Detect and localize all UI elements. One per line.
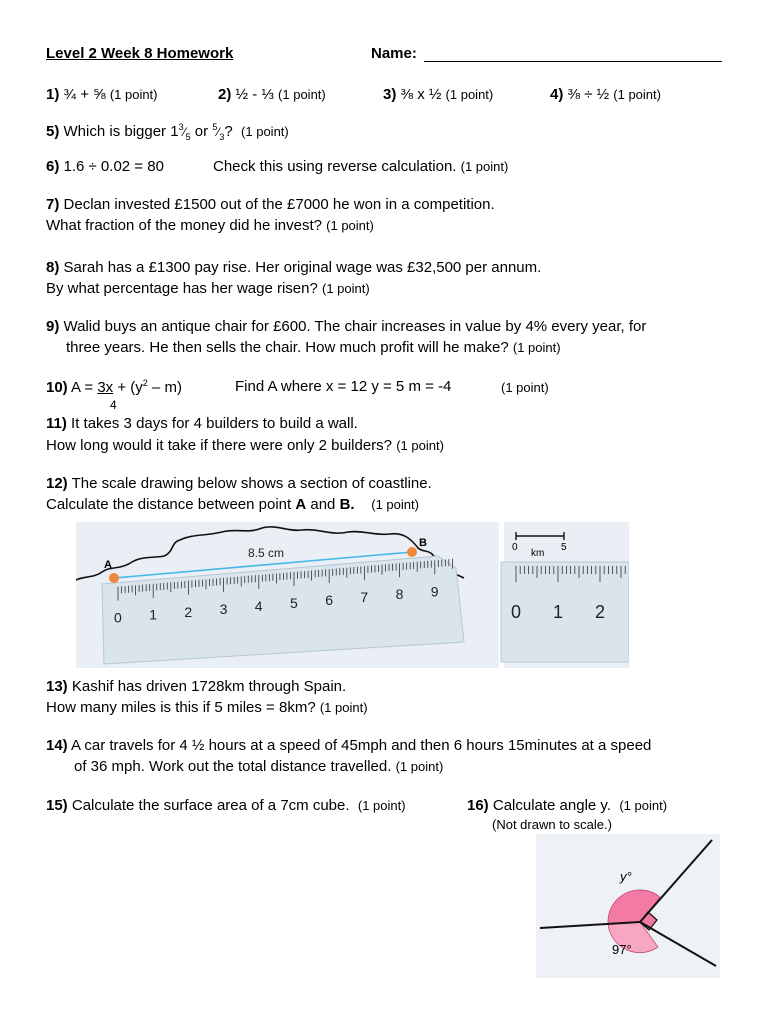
question-6-check <box>213 158 508 175</box>
q9-line-1: Walid buys an antique chair for £600. The chair increases in value by 4% every year, for <box>63 318 647 335</box>
q5-text-c: ? <box>224 123 233 140</box>
question-7 <box>46 196 495 213</box>
q14-line-2: of 36 mph. Work out the total distance travelled. <box>74 758 392 775</box>
ruler-number: 5 <box>290 595 298 611</box>
q15-text: Calculate the surface area of a 7cm cube. <box>71 797 350 814</box>
q5-frac2-denominator: 3 <box>219 132 225 142</box>
q12-and: and <box>306 496 340 513</box>
ruler-number: 0 <box>114 609 122 626</box>
q12-line-2: Calculate the distance between point <box>46 496 296 513</box>
q12-number: 12) <box>46 475 68 492</box>
q8-line-2: By what percentage has her wage risen? <box>46 280 318 297</box>
q5-text-a: Which is bigger 1 <box>63 123 179 140</box>
q9-line-2: three years. He then sells the chair. How much profit will he make? <box>66 339 509 356</box>
q6-number: 6) <box>46 158 60 175</box>
name-label: Name: <box>371 45 417 62</box>
q5-points: (1 point) <box>241 124 289 139</box>
q10-numerator: 3x <box>97 379 114 396</box>
q4-points: (1 point) <box>613 87 661 102</box>
question-8-line-2 <box>46 280 370 297</box>
q10-rest-b: – m) <box>147 379 182 396</box>
measure-label: 8.5 cm <box>248 546 285 560</box>
question-2 <box>218 86 326 103</box>
question-16 <box>467 797 667 814</box>
q10-find: Find A where x = 12 y = 5 m = -4 <box>235 378 452 395</box>
q14-line-1: A car travels for 4 ½ hours at a speed of 45mph and then 6 hours 15minutes at a speed <box>71 737 652 754</box>
q5-number: 5) <box>46 123 60 140</box>
q13-points: (1 point) <box>319 700 368 715</box>
q2-expression: ½ - ⅓ <box>235 86 274 103</box>
q9-number: 9) <box>46 318 60 335</box>
q16-points: (1 point) <box>619 798 668 813</box>
q15-number: 15) <box>46 797 68 814</box>
q4-expression: ⅜ ÷ ½ <box>567 86 610 103</box>
q6-text: 1.6 ÷ 0.02 = 80 <box>63 158 164 175</box>
question-8 <box>46 259 541 276</box>
question-13 <box>46 678 346 695</box>
q11-line-2: How long would it take if there were only 2 builders? <box>46 437 393 454</box>
small-ruler-number: 2 <box>595 602 606 622</box>
q3-points: (1 point) <box>445 87 494 102</box>
q10-denominator: 4 <box>110 398 117 412</box>
ruler-number: 2 <box>184 603 193 620</box>
q9-points: (1 point) <box>512 340 561 355</box>
q8-points: (1 point) <box>322 281 370 296</box>
scale-zero: 0 <box>512 542 518 553</box>
q2-number: 2) <box>218 86 232 103</box>
q11-line-1: It takes 3 days for 4 builders to build a wall. <box>71 415 358 432</box>
q11-number: 11) <box>46 415 67 432</box>
question-5: 5) Which is bigger $1^3⁄_5$ or $^5⁄_3$? (1 point) <box>46 122 289 142</box>
question-13-line-2 <box>46 699 368 716</box>
ruler-number: 4 <box>254 597 263 614</box>
q6-points: (1 point) <box>460 159 509 174</box>
q7-line-2: What fraction of the money did he invest? <box>46 217 322 234</box>
q16-number: 16) <box>467 797 489 814</box>
q5-frac1-numerator: 3 <box>178 122 184 132</box>
question-14-line-2 <box>74 758 443 775</box>
q10-a-equals: A = <box>71 379 98 396</box>
q13-number: 13) <box>46 678 68 695</box>
question-1 <box>46 86 158 103</box>
question-11-line-2 <box>46 437 444 454</box>
q1-points: (1 point) <box>109 87 158 102</box>
scale-unit: km <box>531 548 545 559</box>
q2-points: (1 point) <box>278 87 326 102</box>
point-a-label: A <box>104 559 112 571</box>
point-a-marker <box>109 573 119 583</box>
question-15 <box>46 797 406 814</box>
question-7-line-2 <box>46 217 374 234</box>
question-9-line-2 <box>66 339 561 356</box>
q12-point-a: A <box>295 496 307 513</box>
q13-line-2: How many miles is this if 5 miles = 8km? <box>46 699 316 716</box>
q3-expression: ⅜ x ½ <box>400 86 442 103</box>
name-line <box>424 61 722 62</box>
q16-note: (Not drawn to scale.) <box>492 817 612 832</box>
q12-points: (1 point) <box>371 497 419 512</box>
ruler-number: 8 <box>395 586 404 603</box>
ruler-number: 7 <box>360 589 369 606</box>
q7-number: 7) <box>46 196 60 213</box>
q8-number: 8) <box>46 259 60 276</box>
point-b-marker <box>407 547 417 557</box>
q12-point-b: B. <box>339 496 355 513</box>
q15-points: (1 point) <box>357 798 406 813</box>
q11-points: (1 point) <box>396 438 444 453</box>
q3-number: 3) <box>383 86 397 103</box>
q14-number: 14) <box>46 737 68 754</box>
q8-line-1: Sarah has a £1300 pay rise. Her original wage was £32,500 per annum. <box>63 259 542 276</box>
q1-expression: ¾ + ⅝ <box>63 86 106 103</box>
q4-number: 4) <box>550 86 564 103</box>
q7-points: (1 point) <box>326 218 374 233</box>
ruler-number: 3 <box>219 600 228 617</box>
question-12-line-2 <box>46 496 419 513</box>
q10-rest-a: + (y <box>113 379 143 396</box>
angle-y-label: y° <box>620 869 632 884</box>
q6-check-text: Check this using reverse calculation. <box>213 158 457 175</box>
ruler-number: 6 <box>325 592 333 609</box>
q12-line-1: The scale drawing below shows a section of coastline. <box>71 475 432 492</box>
angle-figure <box>536 834 720 978</box>
question-6 <box>46 158 164 175</box>
point-b-label: B <box>419 537 427 549</box>
page-title: Level 2 Week 8 Homework <box>46 45 234 62</box>
q10-points: (1 point) <box>501 380 549 395</box>
question-11 <box>46 415 358 432</box>
q16-text: Calculate angle y. <box>492 797 611 814</box>
q5-frac2-numerator: 5 <box>212 122 218 132</box>
q10-exponent: 2 <box>142 378 148 388</box>
small-ruler-number: 1 <box>553 602 564 622</box>
question-10 <box>46 378 182 396</box>
scale-five: 5 <box>561 542 567 553</box>
small-ruler-number: 0 <box>511 602 522 622</box>
q14-points: (1 point) <box>395 759 444 774</box>
ruler-number: 1 <box>149 606 157 623</box>
q1-number: 1) <box>46 86 60 103</box>
question-14 <box>46 737 651 754</box>
q5-frac1-denominator: 5 <box>185 132 191 142</box>
q13-line-1: Kashif has driven 1728km through Spain. <box>71 678 347 695</box>
question-9 <box>46 318 646 335</box>
q7-line-1: Declan invested £1500 out of the £7000 he won in a competition. <box>63 196 495 213</box>
question-12 <box>46 475 432 492</box>
question-4 <box>550 86 661 103</box>
q5-text-b: or <box>190 123 213 140</box>
angle-97-label: 97° <box>612 942 632 957</box>
ruler-number: 9 <box>430 583 439 600</box>
question-3 <box>383 86 493 103</box>
coastline-figure <box>76 522 629 668</box>
q10-number: 10) <box>46 379 68 396</box>
